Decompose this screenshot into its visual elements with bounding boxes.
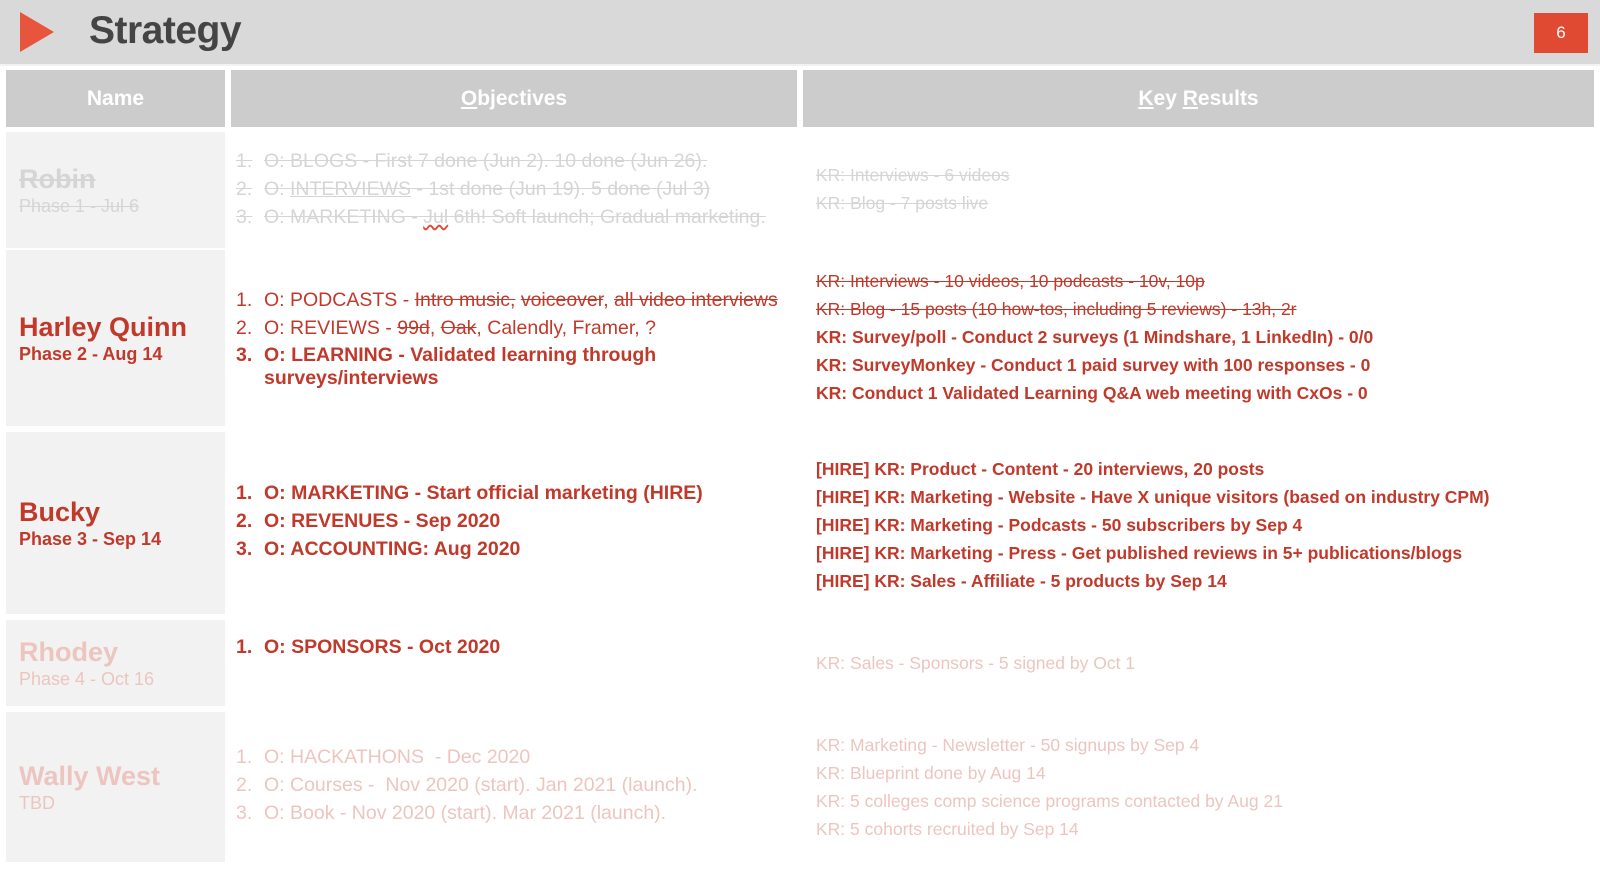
key-result-item: KR: Marketing - Newsletter - 50 signups by Sep 4 — [816, 735, 1200, 755]
person-name: Wally West — [19, 760, 161, 791]
key-results-robin — [816, 161, 1586, 217]
objectives-header-rest: bjectives — [477, 86, 568, 110]
key-result-item: KR: SurveyMonkey - Conduct 1 paid survey with 100 responses - 0 — [816, 355, 1371, 375]
objective-item: 3. O: Book - Nov 2020 (start). Mar 2021 (launch). — [236, 802, 667, 824]
objective-item: 2. O: Courses - Nov 2020 (start). Jan 2021 (launch). — [236, 774, 698, 796]
key-result-item: KR: 5 colleges comp science programs contacted by Aug 21 — [816, 791, 1283, 811]
objective-item: 2. O: INTERVIEWS - 1st done (Jun 19). 5 done (Jul 3) — [236, 178, 711, 200]
person-name: Rhodey — [19, 636, 119, 667]
column-header-key-results — [803, 70, 1594, 127]
play-icon — [20, 12, 54, 52]
key-result-item: KR: Blueprint done by Aug 14 — [816, 763, 1046, 783]
name-cell-bucky — [6, 432, 225, 614]
name-cell-rhodey — [6, 620, 225, 706]
key-result-item: [HIRE] KR: Product - Content - 20 interviews, 20 posts — [816, 459, 1265, 479]
key-results-rhodey — [816, 649, 1586, 677]
objective-item: 3. O: LEARNING - Validated learning through surveys/interviews — [236, 344, 657, 389]
key-results-harley-quinn — [816, 267, 1586, 407]
slide-header — [0, 0, 1600, 66]
key-result-item: KR: Interviews - 10 videos, 10 podcasts - 10v, 10p — [816, 271, 1205, 291]
column-header-name: Name — [6, 70, 225, 127]
key-result-item: KR: Blog - 15 posts (10 how-tos, including 5 reviews) - 13h, 2r — [816, 299, 1297, 319]
key-result-item: [HIRE] KR: Marketing - Website - Have X unique visitors (based on industry CPM) — [816, 487, 1490, 507]
objective-item: 3. O: ACCOUNTING: Aug 2020 — [236, 538, 521, 560]
name-cell-wally-west — [6, 712, 225, 862]
kr-underlined-k: K — [1138, 86, 1154, 110]
kr-header-ey: ey — [1153, 86, 1183, 110]
phase-label: Phase 2 - Aug 14 — [19, 343, 163, 364]
page-title: Strategy — [89, 9, 242, 52]
kr-underlined-r: R — [1182, 86, 1198, 110]
phase-label: Phase 1 - Jul 6 — [19, 195, 140, 216]
objective-item: 1. O: MARKETING - Start official marketing (HIRE) — [236, 482, 703, 504]
phase-label: Phase 4 - Oct 16 — [19, 668, 155, 689]
key-result-item: [HIRE] KR: Marketing - Press - Get published reviews in 5+ publications/blogs — [816, 543, 1463, 563]
name-cell-harley-quinn — [6, 250, 225, 426]
key-result-item: KR: Blog - 7 posts live — [816, 193, 989, 213]
objective-item: 2. O: REVIEWS - 99d, Oak, Calendly, Framer, ? — [236, 317, 656, 339]
objective-item: 1. O: HACKATHONS - Dec 2020 — [236, 746, 531, 768]
phase-label: TBD — [19, 792, 55, 813]
key-result-item: KR: 5 cohorts recruited by Sep 14 — [816, 819, 1079, 839]
objectives-bucky — [236, 479, 796, 563]
page-number-badge: 6 — [1534, 13, 1588, 53]
person-name: Harley Quinn — [19, 311, 188, 342]
key-results-bucky — [816, 455, 1586, 595]
objective-item: 1. O: PODCASTS - Intro music, voiceover, all video interviews — [236, 289, 778, 311]
objective-item: 1. O: BLOGS - First 7 done (Jun 2). 10 done (Jun 26). — [236, 150, 708, 172]
objective-item: 2. O: REVENUES - Sep 2020 — [236, 510, 501, 532]
objectives-wally-west — [236, 743, 796, 827]
objectives-rhodey — [236, 633, 796, 661]
key-result-item: [HIRE] KR: Marketing - Podcasts - 50 subscribers by Sep 4 — [816, 515, 1303, 535]
name-cell-robin — [6, 132, 225, 248]
objective-item: 3. O: MARKETING - Jul 6th! Soft launch; Gradual marketing. — [236, 206, 766, 228]
person-name: Bucky — [19, 496, 101, 527]
objectives-harley-quinn — [236, 286, 796, 390]
objectives-robin — [236, 147, 796, 231]
key-result-item: KR: Interviews - 6 videos — [816, 165, 1010, 185]
key-result-item: KR: Sales - Sponsors - 5 signed by Oct 1 — [816, 653, 1136, 673]
objective-item: 1. O: SPONSORS - Oct 2020 — [236, 636, 501, 658]
key-result-item: [HIRE] KR: Sales - Affiliate - 5 products by Sep 14 — [816, 571, 1227, 591]
key-results-wally-west — [816, 731, 1586, 843]
objectives-underlined-letter: O — [460, 86, 478, 110]
key-result-item: KR: Survey/poll - Conduct 2 surveys (1 Mindshare, 1 LinkedIn) - 0/0 — [816, 327, 1374, 347]
kr-header-esults: esults — [1197, 86, 1259, 110]
column-header-objectives — [231, 70, 797, 127]
key-result-item: KR: Conduct 1 Validated Learning Q&A web meeting with CxOs - 0 — [816, 383, 1368, 403]
phase-label: Phase 3 - Sep 14 — [19, 528, 162, 549]
person-name: Robin — [19, 163, 96, 194]
